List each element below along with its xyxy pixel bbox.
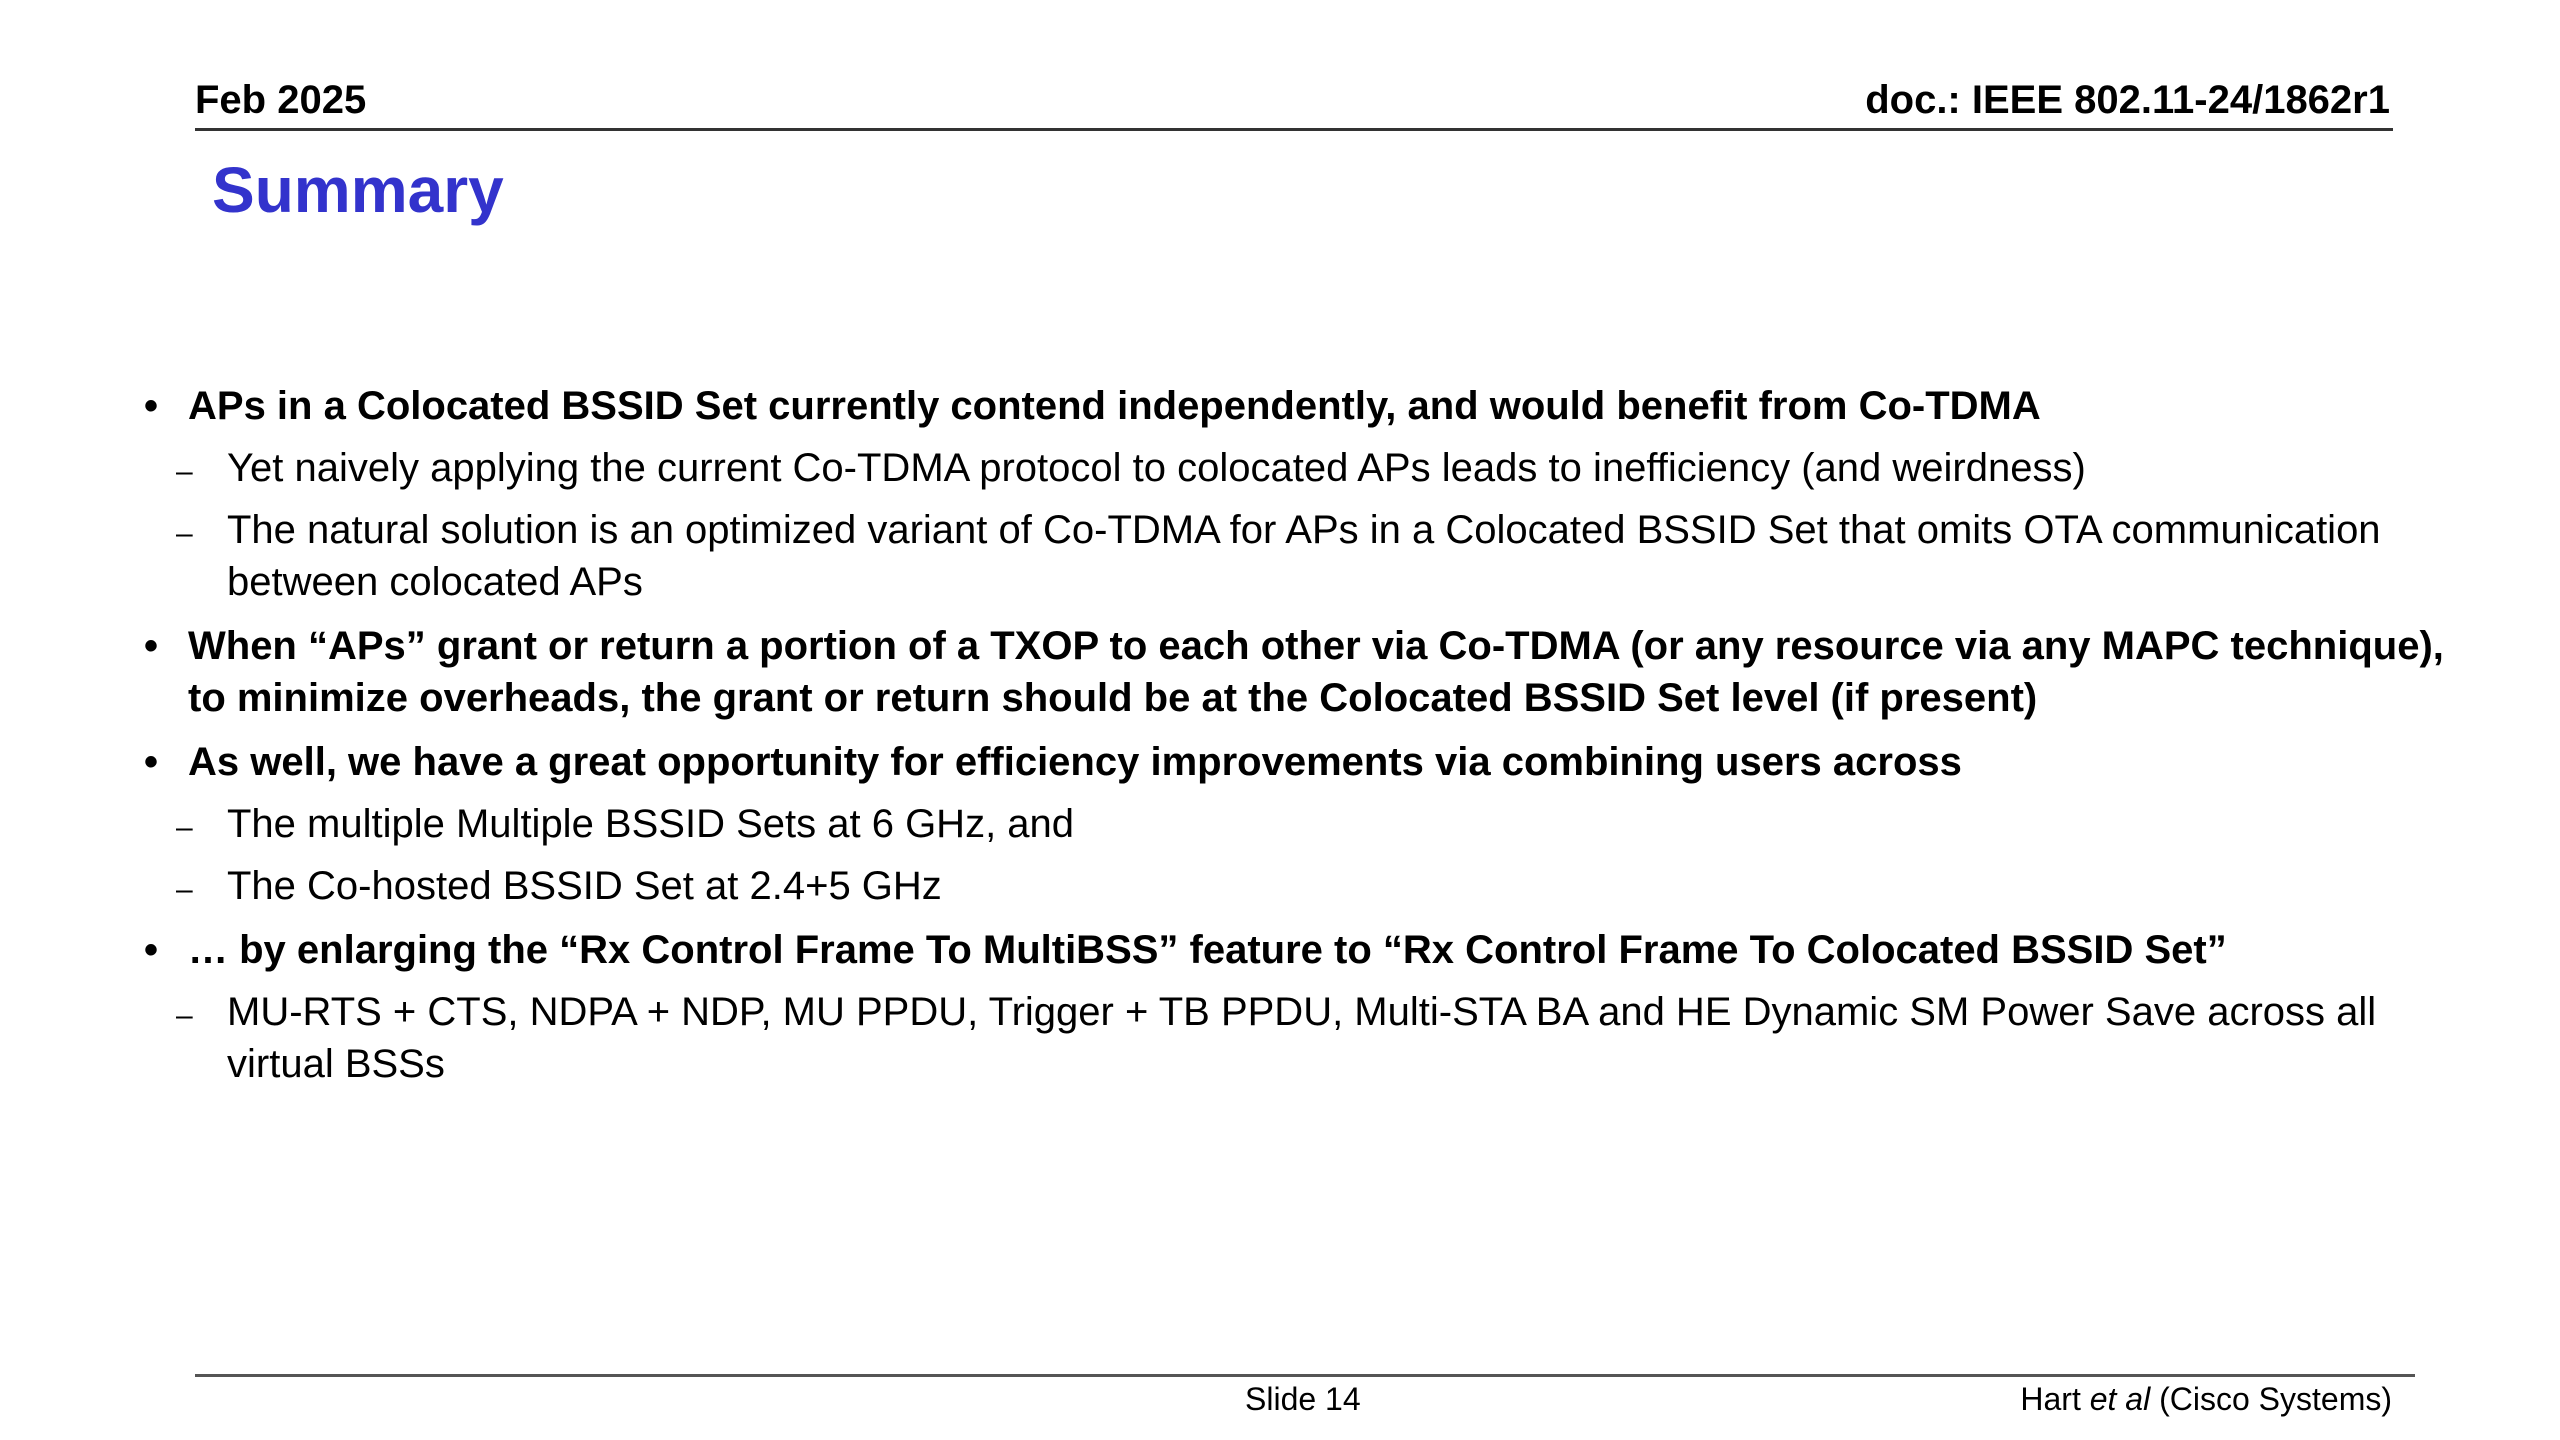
sub-bullet-item: [140, 860, 2480, 912]
bullet-marker: •: [144, 740, 159, 784]
sub-bullet-item: [140, 798, 2480, 850]
bullet-list: [140, 380, 2480, 1090]
sub-bullet-text: MU-RTS + CTS, NDPA + NDP, MU PPDU, Trigger + TB PPDU, Multi-STA BA and HE Dynamic SM Power Save across all virtual BSSs: [227, 990, 2377, 1086]
sub-bullet-item: [140, 986, 2480, 1090]
slide-number: Slide 14: [1245, 1381, 1361, 1417]
bullet-marker: •: [144, 928, 159, 972]
bullet-marker: •: [144, 624, 159, 668]
author-etal: et al: [2089, 1381, 2151, 1417]
author-org: (Cisco Systems): [2159, 1381, 2392, 1417]
bullet-marker: •: [144, 384, 159, 428]
bullet-item: [140, 380, 2480, 432]
bullet-item: [140, 924, 2480, 976]
sub-bullet-item: [140, 504, 2480, 608]
sub-bullet-text: The Co-hosted BSSID Set at 2.4+5 GHz: [227, 864, 942, 908]
bullet-text: … by enlarging the “Rx Control Frame To MultiBSS” feature to “Rx Control Frame To Colocated BSSID Set”: [188, 928, 2227, 972]
bullet-item: [140, 736, 2480, 788]
bullet-text: When “APs” grant or return a portion of a TXOP to each other via Co-TDMA (or any resource via any MAPC technique), to minimize overheads, the grant or return should be at the Colocated BSSID Set level (if present): [188, 624, 2444, 720]
bullet-item: [140, 620, 2480, 724]
author-name: Hart: [2020, 1381, 2081, 1417]
sub-bullet-item: [140, 442, 2480, 494]
footer-divider: [195, 1374, 2415, 1377]
sub-bullet-marker: –: [176, 517, 193, 550]
sub-bullet-marker: –: [176, 811, 193, 844]
header-date: Feb 2025: [195, 78, 367, 122]
bullet-text: As well, we have a great opportunity for efficiency improvements via combining users across: [188, 740, 1962, 784]
sub-bullet-marker: –: [176, 873, 193, 906]
sub-bullet-text: Yet naively applying the current Co-TDMA protocol to colocated APs leads to inefficiency (and weirdness): [227, 446, 2086, 490]
sub-bullet-marker: –: [176, 455, 193, 488]
sub-bullet-text: The natural solution is an optimized variant of Co-TDMA for APs in a Colocated BSSID Set that omits OTA communication between colocated APs: [227, 508, 2381, 604]
header-doc-id: doc.: IEEE 802.11-24/1862r1: [1865, 78, 2390, 122]
header-divider: [195, 128, 2393, 131]
slide-title: Summary: [212, 154, 504, 226]
sub-bullet-text: The multiple Multiple BSSID Sets at 6 GHz, and: [227, 802, 1075, 846]
footer-author: [2020, 1380, 2392, 1418]
sub-bullet-marker: –: [176, 999, 193, 1032]
bullet-text: APs in a Colocated BSSID Set currently contend independently, and would benefit from Co-TDMA: [188, 384, 2041, 428]
